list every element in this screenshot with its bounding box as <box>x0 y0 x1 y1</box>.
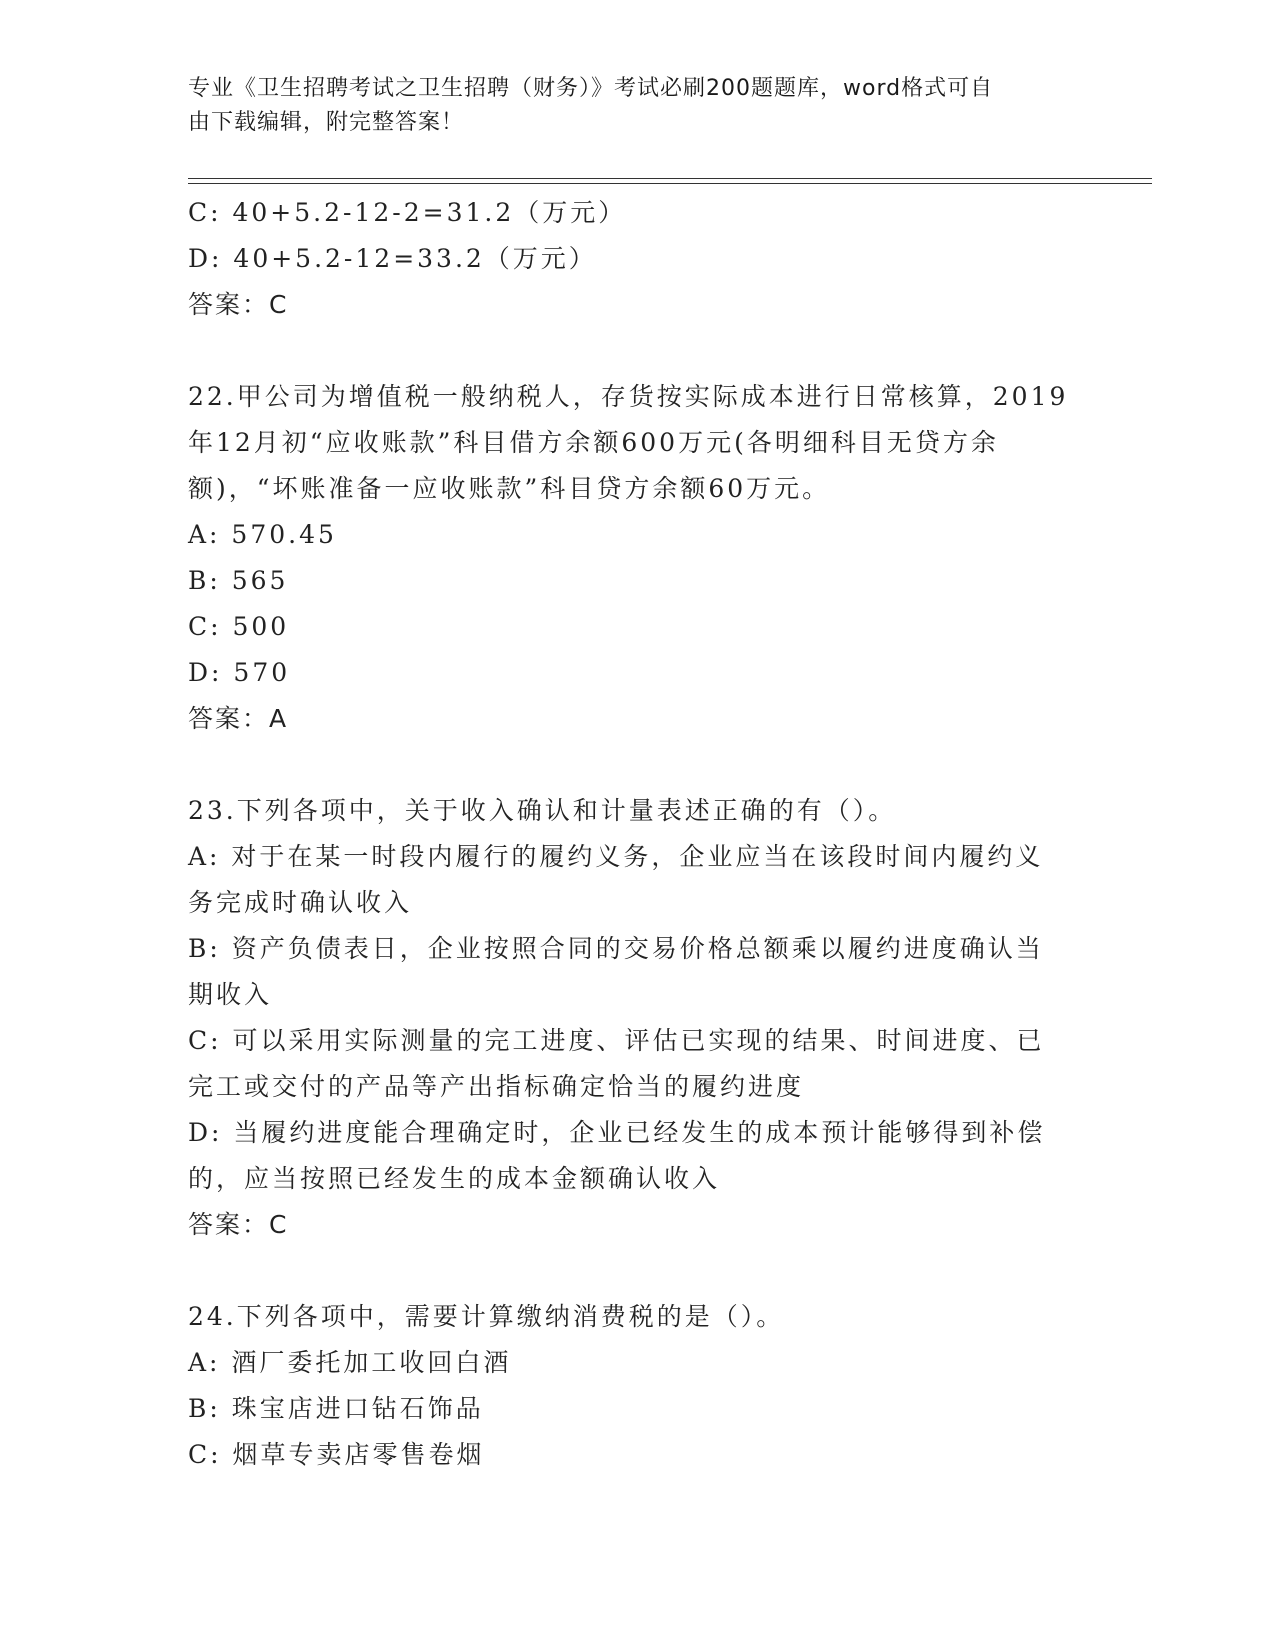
option-d-continued: 的，应当按照已经发生的成本金额确认收入 <box>188 1164 721 1193</box>
option-b-continued: 期收入 <box>188 980 273 1009</box>
spacer <box>188 1248 1088 1294</box>
question-stem: 年12月初“应收账款”科目借方余额600万元(各明细科目无贷方余 <box>188 428 999 457</box>
option-a: A: 对于在某一时段内履行的履约义务，企业应当在该段时间内履约义 <box>188 842 1044 871</box>
question-stem: 24.下列各项中，需要计算缴纳消费税的是（）。 <box>188 1302 785 1331</box>
option-b: B: 565 <box>188 566 289 595</box>
answer-line: 答案：C <box>188 290 289 319</box>
question-24 <box>188 1294 1088 1478</box>
question-stem: 22.甲公司为增值税一般纳税人，存货按实际成本进行日常核算，2019 <box>188 382 1069 411</box>
option-a-continued: 务完成时确认收入 <box>188 888 413 917</box>
question-stem: 23.下列各项中，关于收入确认和计量表述正确的有（）。 <box>188 796 897 825</box>
question-22 <box>188 374 1088 742</box>
question-content <box>188 190 1088 1478</box>
option-c: C: 500 <box>188 612 290 641</box>
answer-line: 答案：C <box>188 1210 289 1239</box>
header-line-2: 由下载编辑，附完整答案！ <box>188 110 465 135</box>
header-line-1: 专业《卫生招聘考试之卫生招聘（财务）》考试必刷200题题库，word格式可自 <box>188 76 994 101</box>
option-c-continued: 完工或交付的产品等产出指标确定恰当的履约进度 <box>188 1072 805 1101</box>
option-c: C: 烟草专卖店零售卷烟 <box>188 1440 485 1469</box>
previous-question-tail <box>188 190 1088 328</box>
option-c: C: 40+5.2-12-2=31.2（万元） <box>188 198 627 227</box>
option-d: D: 40+5.2-12=33.2（万元） <box>188 244 597 273</box>
answer-line: 答案：A <box>188 704 289 733</box>
question-23 <box>188 788 1088 1248</box>
header-divider-top <box>188 178 1152 179</box>
option-d: D: 570 <box>188 658 291 687</box>
option-b: B: 资产负债表日，企业按照合同的交易价格总额乘以履约进度确认当 <box>188 934 1044 963</box>
option-a: A: 酒厂委托加工收回白酒 <box>188 1348 512 1377</box>
option-a: A: 570.45 <box>188 520 337 549</box>
option-c: C: 可以采用实际测量的完工进度、评估已实现的结果、时间进度、已 <box>188 1026 1045 1055</box>
spacer <box>188 742 1088 788</box>
option-b: B: 珠宝店进口钻石饰品 <box>188 1394 484 1423</box>
option-d: D: 当履约进度能合理确定时，企业已经发生的成本预计能够得到补偿 <box>188 1118 1046 1147</box>
header-divider-bottom <box>188 183 1152 184</box>
spacer <box>188 328 1088 374</box>
question-stem: 额)，“坏账准备一应收账款”科目贷方余额60万元。 <box>188 474 831 503</box>
page-header <box>188 72 1068 140</box>
